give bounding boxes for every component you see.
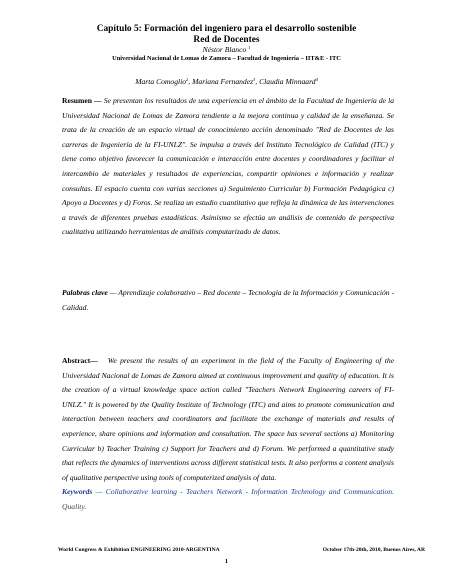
footer-conference: World Congress & Exhibition ENGINEERING 2010-ARGENTINA bbox=[58, 547, 220, 553]
author-1: Marta Comoglio bbox=[135, 77, 187, 86]
university-affiliation: Universidad Nacional de Lomas de Zamora – Facultad de Ingeniería – IIT&E - ITC bbox=[112, 55, 341, 62]
author-1-sup: 2 bbox=[186, 77, 189, 82]
keywords-label: Keywords bbox=[62, 487, 93, 497]
palabras-clave-paragraph bbox=[62, 286, 394, 315]
author-2-sup: 3 bbox=[253, 77, 256, 82]
abstract-text: We present the results of an experiment in the field of the Faculty of Engineering of the Universidad Nacional de Lomas de Zamora aimed at continuous improvement and quality of education. It is the creation of a virtual knowledge space action called "Teachers Network Engineering careers of FI-UNLZ." It is powered by the Quality Institute of Technology (ITC) and aims to promote communication and interaction between teachers and coordinators and facilitate the exchange of materials and results of experience, share opinions and information and consultation. The space has several sections a) Monitoring Curricular b) Teacher Training c) Support for Teachers and d) Forum. We performed a quantitative study that reflects the dynamics of interventions across different statistical tests. It also performs a content analysis of qualitative perspective using tools of computerized analysis of data. bbox=[62, 356, 394, 482]
main-author-sup: 1 bbox=[248, 45, 251, 50]
main-author-name: Néstor Blanco bbox=[202, 45, 247, 54]
author-3: Claudia Minnaard bbox=[259, 77, 316, 86]
main-author bbox=[0, 45, 453, 54]
title-line-1: Capítulo 5: Formación del ingeniero para el desarrollo sostenible bbox=[96, 24, 357, 34]
paper-title bbox=[70, 24, 383, 45]
abstract-paragraph bbox=[62, 354, 394, 515]
page-number: 1 bbox=[224, 558, 229, 565]
author-2: Mariana Fernandez bbox=[192, 77, 254, 86]
author-list: Marta Comoglio$^2$, Mariana Fernandez$^3$, Claudia Minnaard$^4$ bbox=[135, 77, 318, 86]
title-line-2: Red de Docentes bbox=[193, 34, 260, 45]
resumen-text: Se presentan los resultados de una experiencia en el ámbito de la Facultad de Ingeniería de la Universidad Nacional de Lomas de Zamora tendiente a la mejora continua y calidad de la enseñanza. Se trata de la creación de un espacio virtual de conocimiento acción denominado "Red de Docentes de las carreras de Ingeniería de la FI-UNLZ". Se impulsa a través del Instituto Tecnológico de Calidad (ITC) y tiene como objetivo favorecer la comunicación e interacción entre docentes y coordinadores y facilitar el intercambio de materiales y resultados de experiencias, compartir opiniones e información y realizar consultas. El espacio cuenta con varias secciones a) Seguimiento Curricular b) Formación Pedagógica c) Apoyo a Docentes y d) Foros. Se realiza un estudio cuantitativo que refleja la dinámica de las intervenciones a través de diferentes pruebas estadísticas. Asimismo se efectúa un análisis de contenido de perspectiva cualitativa utilizando herramientas de análisis computarizado de datos. bbox=[62, 96, 394, 237]
keywords-text: — Collaborative learning - Teachers Network - Information Technology and Communication. bbox=[95, 487, 394, 497]
resumen-label: Resumen — bbox=[62, 96, 102, 105]
palabras-text: — Aprendizaje colaborativo – Red docente – Tecnología de la Información y Comunicación - Calidad. bbox=[62, 288, 395, 312]
keywords-tail: Quality. bbox=[62, 501, 87, 511]
abstract-label: Abstract— bbox=[62, 356, 98, 365]
resumen-paragraph bbox=[62, 94, 394, 240]
footer-date: October 17th-20th, 2010, Buenos Aires, AR bbox=[322, 547, 425, 553]
palabras-label: Palabras clave bbox=[62, 288, 108, 297]
author-3-sup: 4 bbox=[315, 77, 318, 82]
